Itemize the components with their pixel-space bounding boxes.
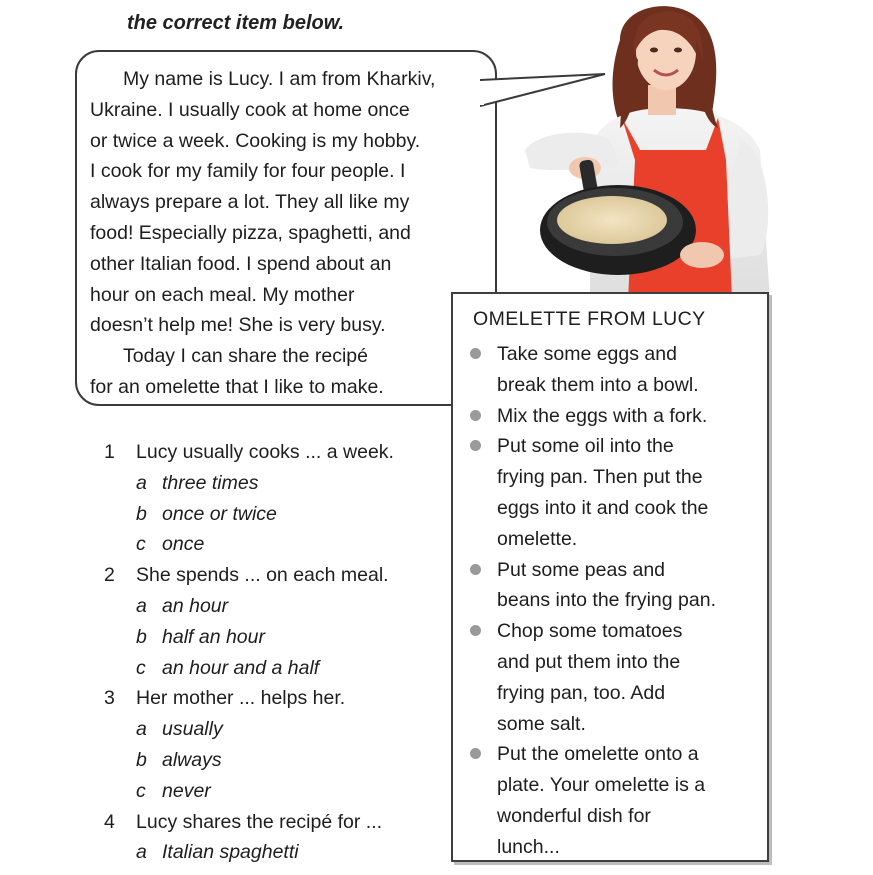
option-text: always: [162, 748, 222, 771]
answer-option[interactable]: [104, 837, 449, 868]
step-line: some salt.: [497, 712, 586, 735]
step-line: beans into the frying pan.: [497, 589, 716, 612]
option-text: once: [162, 533, 205, 556]
option-letter: a: [136, 594, 147, 617]
option-letter: b: [136, 748, 147, 771]
step-line: omelette.: [497, 527, 578, 550]
recipe-card: [451, 292, 769, 862]
option-letter: b: [136, 625, 147, 648]
bubble-line: food! Especially pizza, spaghetti, and: [90, 221, 411, 244]
option-letter: c: [136, 533, 146, 556]
answer-option[interactable]: [104, 745, 449, 776]
option-letter: c: [136, 779, 146, 802]
cropped-top-text: [60, 0, 440, 8]
question-number: 1: [104, 441, 115, 463]
question-number: 4: [104, 810, 115, 833]
question-text: Lucy shares the recipé for ...: [136, 810, 383, 833]
option-letter: b: [136, 502, 147, 525]
answer-option[interactable]: [104, 468, 449, 499]
recipe-steps: [468, 339, 768, 863]
bullet-icon: [470, 564, 481, 575]
bubble-line: or twice a week. Cooking is my hobby.: [90, 129, 421, 152]
recipe-step: [468, 401, 768, 432]
step-line: eggs into it and cook the: [497, 496, 709, 519]
option-text: half an hour: [162, 625, 265, 648]
step-line: and put them into the: [497, 650, 681, 673]
bullet-icon: [470, 410, 481, 421]
option-text: usually: [162, 718, 223, 741]
option-letter: a: [136, 471, 147, 494]
recipe-step: [468, 616, 768, 739]
bubble-paragraph-2-cont: [90, 372, 481, 403]
question-text: She spends ... on each meal.: [136, 564, 389, 587]
bubble-line: for an omelette that I like to make.: [90, 375, 384, 398]
bubble-line: Ukraine. I usually cook at home once: [90, 98, 410, 121]
recipe-step: [468, 339, 768, 401]
question-text: Lucy usually cooks ... a week.: [136, 441, 394, 463]
recipe-step: [468, 555, 768, 617]
question: [104, 437, 449, 468]
option-text: Italian spaghetti: [162, 841, 299, 864]
bubble-line: My name is Lucy. I am from Kharkiv,: [123, 68, 436, 90]
bullet-icon: [470, 348, 481, 359]
option-letter: a: [136, 718, 147, 741]
exercise-instruction: the correct item below.: [127, 12, 345, 34]
bubble-line: always prepare a lot. They all like my: [90, 191, 410, 214]
option-text: never: [162, 779, 211, 802]
bullet-icon: [470, 440, 481, 451]
step-line: Put some oil into the: [497, 435, 674, 458]
option-text: an hour and a half: [162, 656, 320, 679]
question: [104, 683, 449, 714]
question-number: 3: [104, 687, 115, 710]
answer-option[interactable]: [104, 529, 449, 560]
bubble-line: other Italian food. I spend about an: [90, 252, 392, 275]
option-letter: a: [136, 841, 147, 864]
answer-option[interactable]: [104, 622, 449, 653]
girl-with-frying-pan-photo: [470, 0, 800, 300]
answer-option[interactable]: [104, 714, 449, 745]
step-line: Put some peas and: [497, 558, 666, 581]
step-line: frying pan. Then put the: [497, 466, 703, 489]
step-line: lunch...: [497, 835, 560, 858]
bubble-line: doesn’t help me! She is very busy.: [90, 314, 386, 337]
bubble-paragraph-2: [90, 341, 481, 372]
speech-bubble: [75, 50, 497, 406]
bubble-paragraph-1: [90, 64, 481, 341]
step-line: plate. Your omelette is a: [497, 774, 706, 797]
recipe-step: [468, 431, 768, 554]
step-line: Mix the eggs with a fork.: [497, 404, 708, 427]
recipe-step: [468, 739, 768, 862]
option-text: once or twice: [162, 502, 277, 525]
question: [104, 807, 449, 838]
step-line: break them into a bowl.: [497, 373, 699, 396]
step-line: wonderful dish for: [497, 804, 651, 827]
step-line: Take some eggs and: [497, 343, 677, 365]
question: [104, 560, 449, 591]
answer-option[interactable]: [104, 591, 449, 622]
step-line: Put the omelette onto a: [497, 743, 699, 766]
option-text: an hour: [162, 594, 229, 617]
option-text: three times: [162, 471, 259, 494]
question-text: Her mother ... helps her.: [136, 687, 346, 710]
bubble-line: Today I can share the recipé: [123, 345, 368, 368]
bullet-icon: [470, 625, 481, 636]
bullet-icon: [470, 748, 481, 759]
step-line: Chop some tomatoes: [497, 620, 683, 643]
quiz-questions: [104, 437, 449, 868]
option-letter: c: [136, 656, 146, 679]
step-line: frying pan, too. Add: [497, 681, 666, 704]
question-number: 2: [104, 564, 115, 587]
bubble-line: hour on each meal. My mother: [90, 283, 355, 306]
answer-option[interactable]: [104, 499, 449, 530]
recipe-title: OMELETTE FROM LUCY: [473, 308, 706, 330]
answer-option[interactable]: [104, 776, 449, 807]
bubble-line: I cook for my family for four people. I: [90, 160, 406, 183]
answer-option[interactable]: [104, 653, 449, 684]
speech-bubble-tail: [480, 68, 610, 128]
